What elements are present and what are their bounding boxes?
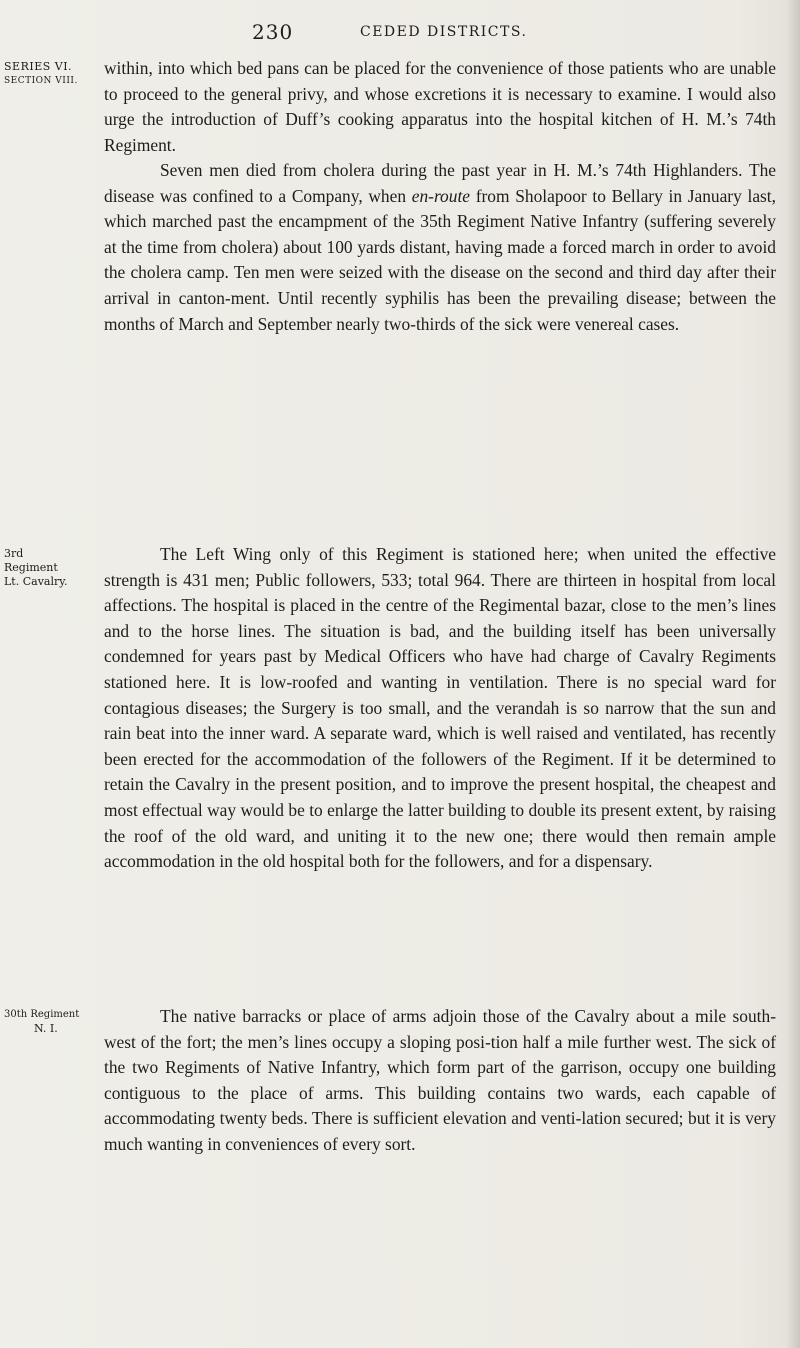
running-title: CEDED DISTRICTS.: [360, 24, 528, 40]
margin-note-30th-regiment: [4, 1008, 80, 1036]
paragraph-2-text: [104, 158, 776, 337]
page-number: 230: [252, 20, 294, 44]
margin-note-series: [4, 60, 80, 88]
margin-series: SERIES VI.: [4, 60, 73, 73]
margin-3rd-line2: Lt. Cavalry.: [4, 575, 68, 588]
paragraph-1: [104, 56, 776, 158]
paragraph-3: [104, 542, 776, 875]
paragraph-2-part-a: Seven men died from cholera during the past year in H. M.’s 74th Highlanders. The disease was confined to a Company, when: [104, 160, 776, 206]
paragraph-2-part-b: from Sholapoor to Bellary in January last, which marched past the encampment of the 35th Regiment Native Infantry (suffering severely at the time from cholera) about 100 yards distant, having made a forced march in order to avoid the cholera camp. Ten men were seized with the disease on the second and third day after their arrival in canton-ment. Until recently syphilis has been the prevailing disease; between the months of March and September nearly two-thirds of the sick were venereal cases.: [104, 185, 776, 334]
paragraph-2: [104, 158, 776, 337]
running-head: [0, 18, 800, 48]
paragraph-4: [104, 1004, 776, 1158]
paragraph-3-text: The Left Wing only of this Regiment is stationed here; when united the effective strength is 431 men; Public followers, 533; total 964. There are thirteen in hospital from local affections. The hospital is placed in the centre of the Regimental bazar, close to the men’s lines and to the horse lines. The situation is bad, and the building itself has been universally condemned for years past by Medical Officers who have had charge of Cavalry Regiments stationed here. It is low-roofed and wanting in ventilation. There is no special ward for contagious diseases; the Surgery is too small, and the verandah is so narrow that the sun and rain beat into the inner ward. A separate ward, which is well raised and ventilated, has recently been erected for the accommodation of the followers of the Regiment. If it be determined to retain the Cavalry in the present position, and to improve the present hospital, the cheapest and most effectual way would be to enlarge the latter building to double its present extent, by raising the roof of the old ward, and uniting it to the new one; there would then remain ample accommodation in the old hospital both for the followers, and for a dispensary.: [104, 544, 776, 872]
page-edge-shadow: [786, 0, 800, 1348]
paragraph-4-text: The native barracks or place of arms adjoin those of the Cavalry about a mile south-west of the fort; the men’s lines occupy a sloping posi-tion half a mile further west. The sick of the two Regiments of Native Infantry, which form part of the garrison, occupy one building contiguous to the place of arms. This building contains two wards, each capable of accommodating twenty beds. There is sufficient elevation and venti-lation secured; but it is very much wanting in conveniences of every sort.: [104, 1006, 776, 1154]
margin-section: SECTION VIII.: [4, 76, 78, 86]
margin-3rd-line1: 3rd Regiment: [4, 547, 58, 574]
paragraph-1-text: within, into which bed pans can be placed for the convenience of those patients who are unable to proceed to the general privy, and whose excretions it is necessary to examine. I would also urge the introduction of Duff’s cooking apparatus into the hospital kitchen of H. M.’s 74th Regiment.: [104, 58, 776, 155]
paragraph-2-italic: en-route: [411, 185, 471, 206]
margin-note-3rd-regiment: [4, 547, 80, 589]
margin-30th-line2: N. I.: [34, 1022, 58, 1035]
margin-30th-line1: 30th Regiment: [4, 1009, 80, 1020]
